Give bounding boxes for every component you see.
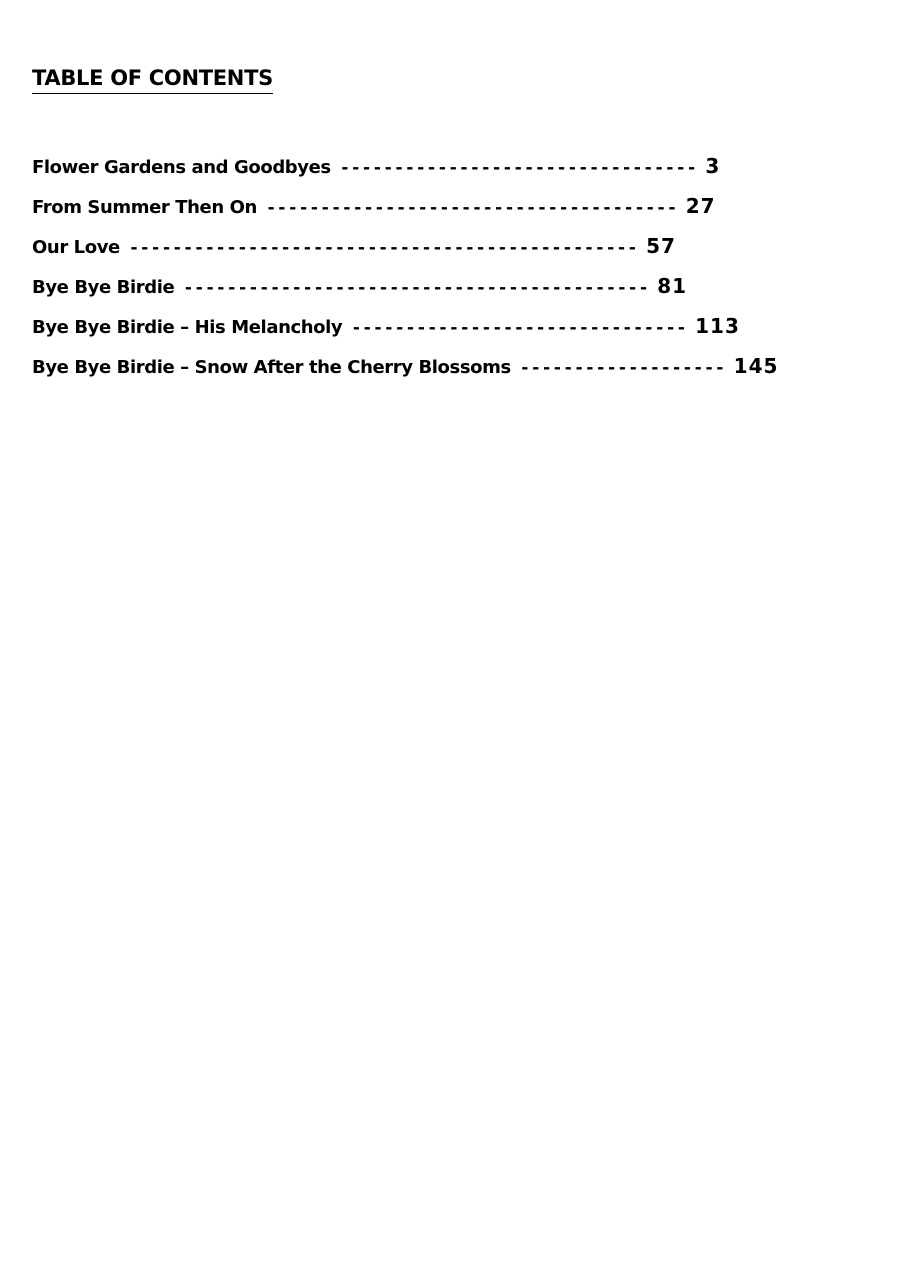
toc-entry-page-number: 3 xyxy=(705,154,721,178)
toc-entry-title: Bye Bye Birdie xyxy=(32,277,175,298)
toc-entry-leader: ----------------------------------------------- xyxy=(128,238,639,258)
document-page xyxy=(32,64,868,386)
toc-entry-page-number: 145 xyxy=(733,354,779,378)
toc-entry-title: Flower Gardens and Goodbyes xyxy=(32,157,331,178)
toc-entry-page-number: 27 xyxy=(685,194,716,218)
toc-entry-leader: ------------------------------------------- xyxy=(183,278,650,298)
toc-entry-leader: ------------------------------- xyxy=(351,318,688,338)
toc-entry-page-number: 81 xyxy=(657,274,688,298)
toc-entry-title: Bye Bye Birdie – Snow After the Cherry Blossoms xyxy=(32,357,511,378)
toc-entry xyxy=(32,226,868,266)
toc-entry-title: Bye Bye Birdie – His Melancholy xyxy=(32,317,343,338)
toc-entry-leader: ------------------- xyxy=(519,358,726,378)
toc-entry-leader: --------------------------------- xyxy=(339,158,698,178)
toc-entry xyxy=(32,346,868,386)
toc-entry-page-number: 113 xyxy=(695,314,740,338)
toc-entry-leader: -------------------------------------- xyxy=(265,198,678,218)
toc-entry-page-number: 57 xyxy=(646,234,676,258)
toc-entry xyxy=(32,146,868,186)
toc-entry-title: From Summer Then On xyxy=(32,197,257,218)
toc-entry xyxy=(32,186,868,226)
toc-entry-title: Our Love xyxy=(32,237,120,258)
page-title: TABLE OF CONTENTS xyxy=(32,64,273,94)
toc-list xyxy=(32,146,868,386)
toc-entry xyxy=(32,306,868,346)
toc-entry xyxy=(32,266,868,306)
